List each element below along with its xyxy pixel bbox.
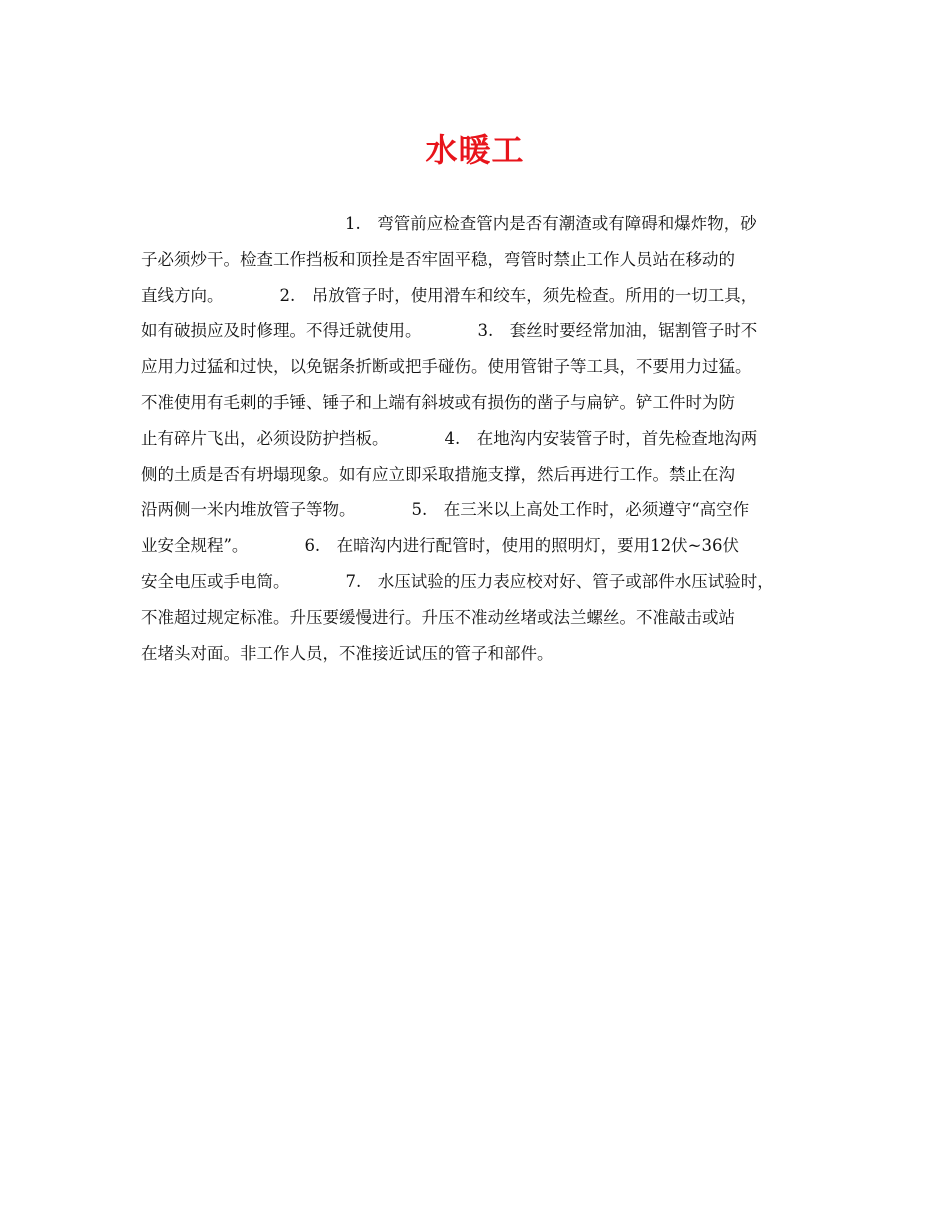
text-segment: 如有破损应及时修理。不得迁就使用。: [141, 321, 422, 341]
text-segment: 应用力过猛和过快，以免锯条折断或把手碰伤。使用管钳子等工具，不要用力过猛。: [141, 357, 752, 377]
page-title: 水暖工: [425, 131, 525, 169]
text-segment: 业安全规程”。: [141, 536, 249, 556]
text-segment: 止有碎片飞出，必须设防护挡板。: [141, 428, 389, 448]
text-line: [141, 278, 831, 314]
text-segment: 在堵头对面。非工作人员，不准接近试压的管子和部件。: [141, 643, 554, 663]
text-line: [141, 564, 831, 600]
text-line: [141, 600, 831, 636]
text-line: [141, 636, 831, 672]
text-line: [141, 457, 831, 493]
text-segment: 3. 套丝时要经常加油，锯割管子时不: [477, 321, 758, 341]
text-segment: 子必须炒干。检查工作挡板和顶拴是否牢固平稳，弯管时禁止工作人员站在移动的: [141, 249, 735, 269]
text-segment: 不准超过规定标准。升压要缓慢进行。升压不准动丝堵或法兰螺丝。不准敲击或站: [141, 607, 735, 627]
text-line: [141, 349, 831, 385]
text-line: [141, 528, 831, 564]
text-line: [141, 492, 831, 528]
text-segment: 侧的土质是否有坍塌现象。如有应立即采取措施支撑，然后再进行工作。禁止在沟: [141, 464, 735, 484]
document-body: [141, 206, 831, 671]
text-segment: 1. 弯管前应检查管内是否有潮渣或有障碍和爆炸物，砂: [345, 214, 757, 233]
text-line: [141, 385, 831, 421]
text-segment: 6. 在暗沟内进行配管时，使用的照明灯，要用12伏~36伏: [304, 536, 739, 556]
text-line: [141, 242, 831, 278]
text-line: [141, 206, 831, 242]
text-line: [141, 421, 831, 457]
text-segment: 安全电压或手电筒。: [141, 571, 290, 591]
text-line: [141, 313, 831, 349]
text-segment: 直线方向。: [141, 285, 224, 305]
text-segment: 2. 吊放管子时，使用滑车和绞车，须先检查。所用的一切工具，: [279, 285, 758, 305]
text-segment: 不准使用有毛刺的手锤、锤子和上端有斜坡或有损伤的凿子与扁铲。铲工件时为防: [141, 392, 735, 412]
text-segment: 沿两侧一米内堆放管子等物。: [141, 500, 356, 520]
text-segment: 5. 在三米以上高处工作时，必须遵守“高空作: [411, 500, 750, 520]
text-segment: 7. 水压试验的压力表应校对好、管子或部件水压试验时，: [345, 571, 774, 591]
text-segment: 4. 在地沟内安装管子时，首先检查地沟两: [444, 428, 758, 448]
